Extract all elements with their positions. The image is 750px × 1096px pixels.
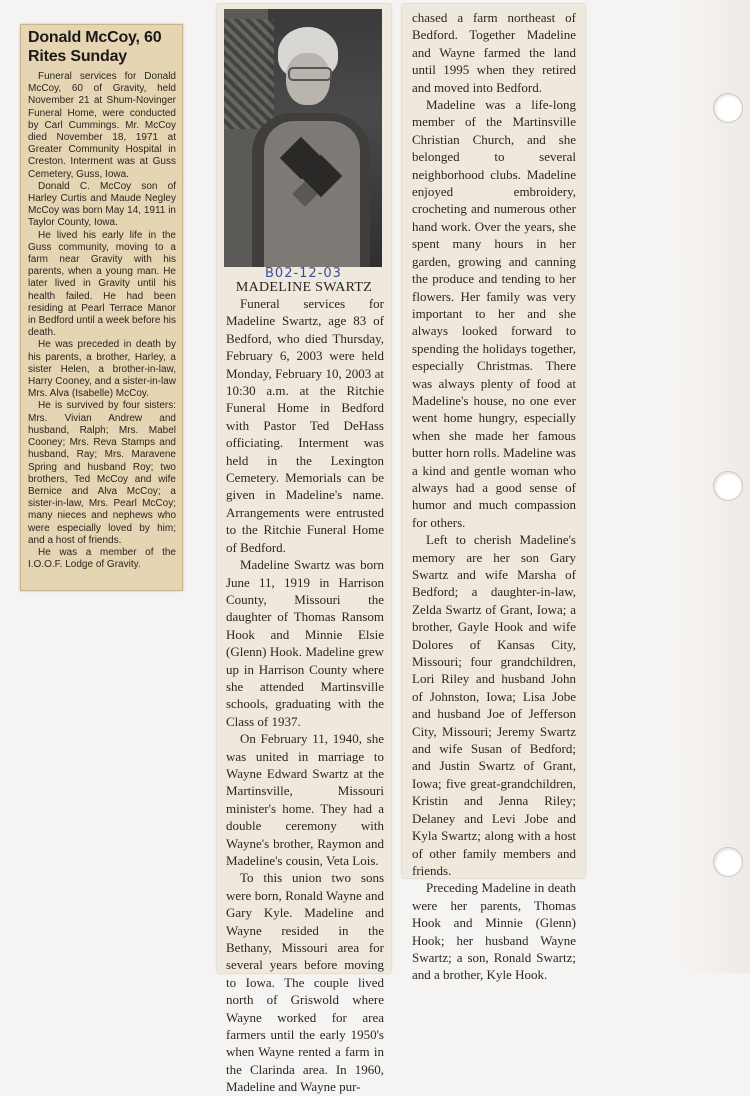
obituary-paragraph: Funeral services for Madeline Swartz, age 83 of Bedford, who died Thursday, February 6, 2003 were held Monday, February 10, 2003 at 10:30 a.m. at the Ritchie Funeral Home in Bedford with Pastor Ted DeHass officiating. Interment was held in the Lexington Cemetery. Memorials can be given in Madeline's name. Arrangements were entrusted to the Ritchie Funeral Home of Bedford.: [226, 296, 384, 555]
obituary-paragraph: chased a farm northeast of Bedford. Together Madeline and Wayne farmed the land until 1995 when they retired and moved into Bedford.: [412, 10, 576, 95]
obituary-title: MADELINE SWARTZ: [235, 280, 373, 295]
binder-hole-middle: [713, 471, 743, 501]
obituary-paragraph: On February 11, 1940, she was united in marriage to Wayne Edward Swartz at the Martinsville, Missouri minister's home. They had a double ceremony with Wayne's brother, Raymon and Madeline's cousin, Veta Lois.: [226, 731, 384, 868]
handwritten-date: B02-12-03: [265, 266, 342, 281]
obituary-paragraph: Left to cherish Madeline's memory are her son Gary Swartz and wife Marsha of Bedford; a daughter-in-law, Zelda Swartz of Grant, Iowa; a brother, Gayle Hook and wife Dolores of Kansas City, Missouri; four grandchildren, Lori Riley and husband John of Johnston, Iowa; Lisa Jobe and husband Joe of Jefferson City, Missouri; Jeremy Swartz and wife Susan of Bedford; and Justin Swartz of Grant, Iowa; five great-grandchildren, Kristin and Jenna Riley; Delaney and Levi Jobe and Kyla Swartz; along with a host of other family members and friends.: [412, 532, 576, 878]
swartz-obituary-clipping-left: [217, 4, 391, 1095]
binder-hole-top: [713, 93, 743, 123]
mccoy-paragraph: He was a member of the I.O.O.F. Lodge of Gravity.: [28, 546, 176, 571]
mccoy-paragraph: He was preceded in death by his parents, a brother, Harley, a sister Helen, a brother-in-law, Harry Cooney, and a sister-in-law Mrs. Alva (Isabelle) McCoy.: [28, 339, 176, 400]
obituary-paragraph: To this union two sons were born, Ronald Wayne and Gary Kyle. Madeline and Wayne resided in the Bethany, Missouri area for several years before moving to Iowa. The couple lived north of Griswold where Wayne worked for area farmers until the early 1950's when Wayne rented a farm in the Clarinda area. In 1960, Madeline and Wayne pur-: [226, 870, 384, 1095]
obituary-column-1: [226, 295, 384, 1096]
mccoy-headline: Donald McCoy, 60 Rites Sunday: [28, 29, 162, 65]
mccoy-paragraph: Funeral services for Donald McCoy, 60 of Gravity, held November 21 at Shum-Novinger Funeral Home, were conducted by Carl Cummings. Mr. McCoy died November 18, 1971 at Greater Community Hospital in Creston. Interment was at Guss Cemetery, Guss, Iowa.: [28, 71, 176, 180]
obituary-paragraph: Madeline was a life-long member of the Martinsville Christian Church, and she belonged to several neighborhood clubs. Madeline enjoyed embroidery, crocheting and numerous other hand work. Over the years, she spent many hours in her garden, growing and canning the produce and tending to her flowers. Her family was very important to her and she always looked forward to spending the holidays together, especially Christmas. There was always plenty of food at Madeline's house, no one ever went home hungry, especially when she made her famous butter horn rolls. Madeline was a kind and gentle woman who always had a good sense of humor and much compassion for others.: [412, 97, 576, 530]
mccoy-obituary-clipping: [20, 24, 183, 591]
binder-hole-bottom: [713, 847, 743, 877]
portrait-photo: [224, 9, 382, 267]
obituary-paragraph: Madeline Swartz was born June 11, 1919 in Harrison County, Missouri the daughter of Thomas Ransom Hook and Minnie Elsie (Glenn) Hook. Madeline grew up in Harrison County where she attended Martinsville schools, graduating with the Class of 1937.: [226, 557, 384, 729]
mccoy-paragraph: He lived his early life in the Guss community, moving to a farm near Gravity with his parents, when a young man. He later lived in Gravity until his health failed. He had been residing at Pearl Terrace Manor in Bedford until a week before his death.: [28, 229, 176, 339]
mccoy-paragraph: Donald C. McCoy son of Harley Curtis and Maude Negley McCoy was born May 14, 1911 in Taylor County, Iowa.: [28, 180, 176, 229]
mccoy-paragraph: He is survived by four sisters: Mrs. Vivian Andrew and husband, Ralph; Mrs. Mabel Cooney; Mrs. Reva Stamps and husband, Ray; Mrs. Maravene Spring and husband Roy; two brothers, Ted McCoy and wife Bernice and Alva McCoy; a sister-in-law, Mrs. Pearl McCoy; many nieces and nephews who were especially loved by him; and a host of friends.: [28, 400, 176, 546]
obituary-paragraph: Preceding Madeline in death were her parents, Thomas Hook and Minnie (Glenn) Hook; her husband Wayne Swartz; a son, Ronald Swartz; and a brother, Kyle Hook.: [412, 880, 576, 983]
obituary-column-2: [412, 9, 576, 984]
swartz-obituary-clipping-right: [402, 4, 585, 983]
